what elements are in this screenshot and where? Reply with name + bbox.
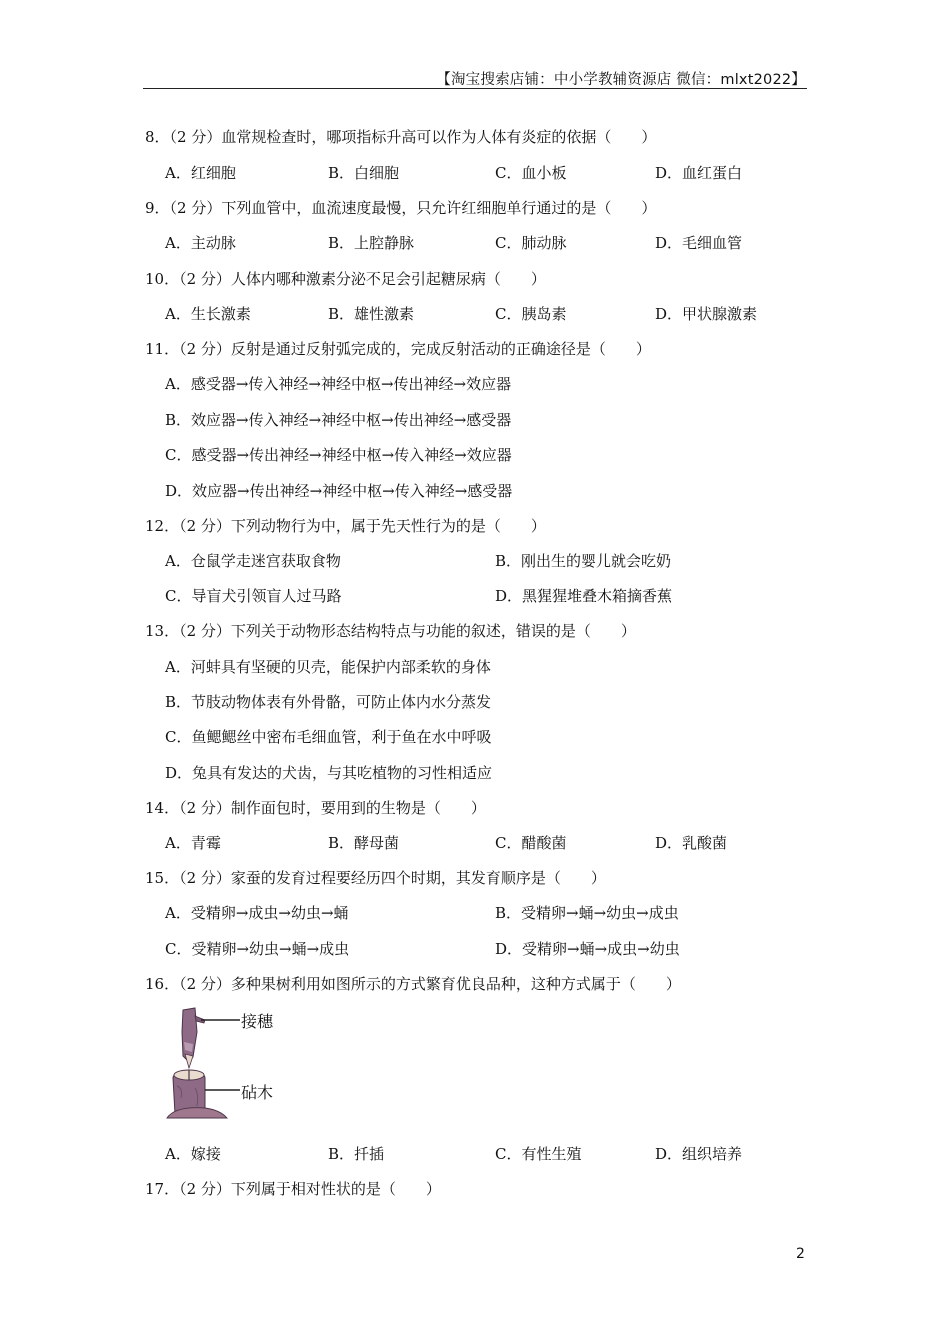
q16-option-d: D．组织培养 — [655, 1145, 743, 1163]
q8-option-c: C．血小板 — [495, 164, 567, 182]
q10-option-d: D．甲状腺激素 — [655, 305, 758, 323]
grafting-figure — [165, 1002, 295, 1124]
q11-option-b: B．效应器→传入神经→神经中枢→传出神经→感受器 — [165, 411, 512, 429]
q14-option-d: D．乳酸菌 — [655, 834, 728, 852]
q12-option-b: B．刚出生的婴儿就会吃奶 — [495, 552, 672, 570]
q12-option-a: A．仓鼠学走迷宫获取食物 — [165, 552, 341, 570]
q15-option-b: B．受精卵→蛹→幼虫→成虫 — [495, 904, 679, 922]
q14-option-b: B．酵母菌 — [328, 834, 400, 852]
q12-option-c: C．导盲犬引领盲人过马路 — [165, 587, 342, 605]
question-16-stem: 16．（2 分）多种果树利用如图所示的方式繁育优良品种，这种方式属于（ ） — [145, 975, 681, 993]
question-12-stem: 12．（2 分）下列动物行为中，属于先天性行为的是（ ） — [145, 517, 546, 535]
q13-option-c: C．鱼鳃鳃丝中密布毛细血管，利于鱼在水中呼吸 — [165, 728, 492, 746]
q8-option-b: B．白细胞 — [328, 164, 400, 182]
q15-option-d: D．受精卵→蛹→成虫→幼虫 — [495, 940, 680, 958]
q14-option-c: C．醋酸菌 — [495, 834, 567, 852]
q15-option-a: A．受精卵→成虫→幼虫→蛹 — [165, 904, 349, 922]
q12-option-d: D．黑猩猩堆叠木箱摘香蕉 — [495, 587, 673, 605]
question-9-stem: 9．（2 分）下列血管中，血流速度最慢，只允许红细胞单行通过的是（ ） — [145, 199, 657, 217]
q11-option-c: C．感受器→传出神经→神经中枢→传入神经→效应器 — [165, 446, 512, 464]
q9-option-a: A．主动脉 — [165, 234, 236, 252]
q13-option-d: D．兔具有发达的犬齿，与其吃植物的习性相适应 — [165, 764, 493, 782]
question-17-stem: 17．（2 分）下列属于相对性状的是（ ） — [145, 1180, 441, 1198]
q16-option-a: A．嫁接 — [165, 1145, 221, 1163]
q10-option-a: A．生长激素 — [165, 305, 251, 323]
q8-option-d: D．血红蛋白 — [655, 164, 743, 182]
grafting-illustration — [165, 1002, 295, 1124]
q14-option-a: A．青霉 — [165, 834, 221, 852]
q15-option-c: C．受精卵→幼虫→蛹→成虫 — [165, 940, 350, 958]
q13-option-b: B．节肢动物体表有外骨骼，可防止体内水分蒸发 — [165, 693, 492, 711]
figure-label-rootstock: 砧木 — [241, 1083, 274, 1102]
q16-option-b: B．扦插 — [328, 1145, 385, 1163]
q9-option-d: D．毛细血管 — [655, 234, 743, 252]
q16-option-c: C．有性生殖 — [495, 1145, 582, 1163]
q10-option-c: C．胰岛素 — [495, 305, 567, 323]
q13-option-a: A．河蚌具有坚硬的贝壳，能保护内部柔软的身体 — [165, 658, 491, 676]
question-8-stem: 8．（2 分）血常规检查时，哪项指标升高可以作为人体有炎症的依据（ ） — [145, 128, 657, 146]
q11-option-d: D．效应器→传出神经→神经中枢→传入神经→感受器 — [165, 482, 513, 500]
page-header: 【淘宝搜索店铺：中小学教辅资源店 微信：mlxt2022】 — [436, 72, 806, 88]
page-number: 2 — [796, 1246, 805, 1262]
q11-option-a: A．感受器→传入神经→神经中枢→传出神经→效应器 — [165, 375, 512, 393]
question-11-stem: 11．（2 分）反射是通过反射弧完成的，完成反射活动的正确途径是（ ） — [145, 340, 651, 358]
q9-option-b: B．上腔静脉 — [328, 234, 415, 252]
question-15-stem: 15．（2 分）家蚕的发育过程要经历四个时期，其发育顺序是（ ） — [145, 869, 606, 887]
q9-option-c: C．肺动脉 — [495, 234, 567, 252]
q10-option-b: B．雄性激素 — [328, 305, 415, 323]
header-rule — [143, 88, 807, 89]
q8-option-a: A．红细胞 — [165, 164, 236, 182]
question-13-stem: 13．（2 分）下列关于动物形态结构特点与功能的叙述，错误的是（ ） — [145, 622, 636, 640]
question-10-stem: 10．（2 分）人体内哪种激素分泌不足会引起糖尿病（ ） — [145, 270, 546, 288]
figure-label-scion: 接穗 — [241, 1012, 274, 1031]
question-14-stem: 14．（2 分）制作面包时，要用到的生物是（ ） — [145, 799, 486, 817]
